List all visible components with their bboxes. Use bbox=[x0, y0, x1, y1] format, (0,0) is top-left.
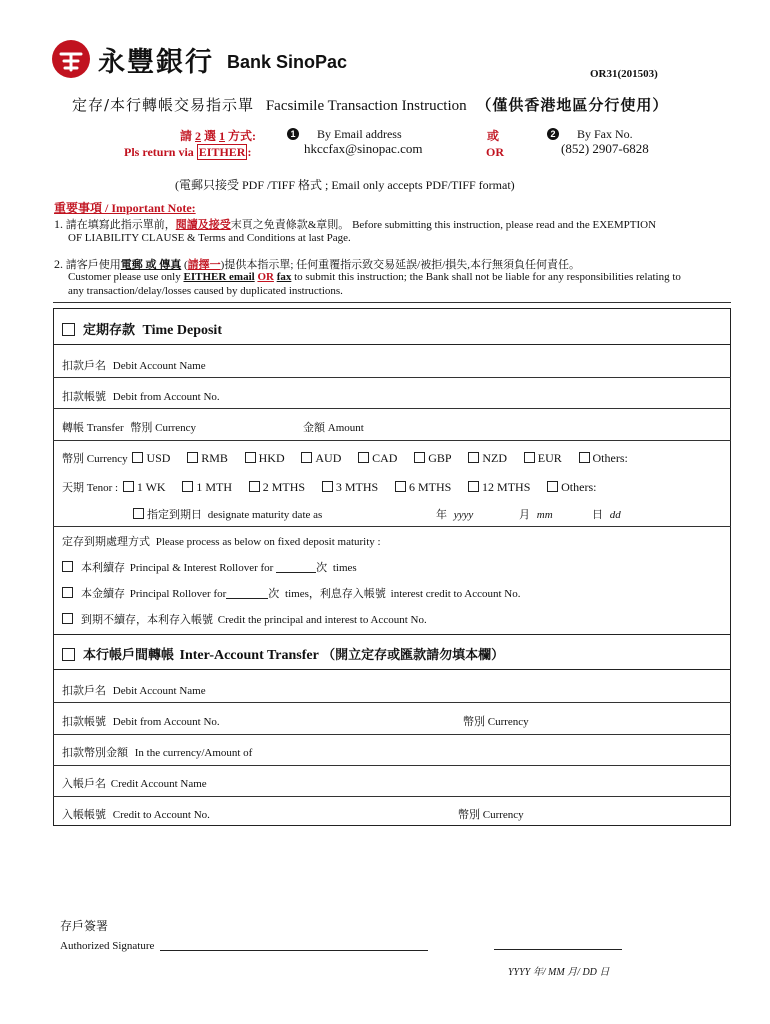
td-amount-label[interactable]: 金額 Amount bbox=[303, 421, 364, 434]
fax-number: (852) 2907-6828 bbox=[561, 141, 649, 156]
currency-option-cad[interactable]: CAD bbox=[358, 451, 397, 465]
checkbox[interactable] bbox=[547, 481, 558, 492]
time-deposit-checkbox[interactable] bbox=[62, 323, 75, 336]
important-heading: 重要事項 / Important Note: bbox=[54, 201, 196, 215]
ia-debit-account-row[interactable]: 扣款帳號 Debit from Account No. bbox=[62, 715, 220, 728]
checkbox[interactable] bbox=[245, 452, 256, 463]
logo-chinese-name: 永豐銀行 bbox=[98, 47, 214, 78]
maturity-date-checkbox[interactable] bbox=[133, 508, 144, 519]
tenor-option-12mths[interactable]: 12 MTHS bbox=[468, 480, 530, 494]
format-note: (電郵只接受 PDF /TIFF 格式 ; Email only accepts PDF/TIFF format) bbox=[175, 178, 515, 192]
td-debit-name-row[interactable]: 扣款戶名 Debit Account Name bbox=[62, 359, 206, 372]
rollover-principal-checkbox[interactable] bbox=[62, 587, 73, 598]
td-debit-account-row[interactable]: 扣款帳號 Debit from Account No. bbox=[62, 390, 220, 403]
title-english: Facsimile Transaction Instruction bbox=[265, 98, 467, 114]
checkbox[interactable] bbox=[468, 481, 479, 492]
currency-option-aud[interactable]: AUD bbox=[301, 451, 341, 465]
tenor-option-others[interactable]: Others: bbox=[547, 480, 596, 494]
currency-option-hkd[interactable]: HKD bbox=[245, 451, 285, 465]
checkbox[interactable] bbox=[579, 452, 590, 463]
checkbox[interactable] bbox=[322, 481, 333, 492]
td-currency-row: 幣別 Currency USD RMB HKD AUD CAD GBP NZD EUR Others: bbox=[62, 451, 628, 465]
email-address[interactable]: hkccfax@sinopac.com bbox=[304, 141, 423, 156]
note-1: 1. 請在填寫此指示單前，閱讀及接受末頁之免責條款&章則。 Before submitting this instruction, please read and the EXEMPTION bbox=[54, 217, 657, 231]
signature-date-line[interactable] bbox=[494, 940, 622, 950]
option-2-bullet-icon: 2 bbox=[547, 128, 559, 140]
checkbox[interactable] bbox=[395, 481, 406, 492]
signature-row: Authorized Signature bbox=[60, 940, 428, 952]
signature-date-format: YYYY 年/ MM 月/ DD 日 bbox=[508, 967, 610, 978]
time-deposit-heading: 定期存款 Time Deposit bbox=[62, 319, 222, 339]
no-rollover-checkbox[interactable] bbox=[62, 613, 73, 624]
td-maturity-date-row: 指定到期日 designate maturity date as bbox=[133, 506, 322, 522]
inter-account-heading: 本行帳戶間轉帳 Inter-Account Transfer （開立定存或匯款請勿填本欄） bbox=[62, 644, 504, 664]
maturity-month-field[interactable]: 月 mm bbox=[519, 508, 553, 521]
checkbox[interactable] bbox=[182, 481, 193, 492]
ia-credit-currency[interactable]: 幣別 Currency bbox=[458, 808, 524, 821]
maturity-day-field[interactable]: 日 dd bbox=[592, 508, 621, 521]
signature-label-cn: 存戶簽署 bbox=[60, 919, 109, 933]
tenor-option-1wk[interactable]: 1 WK bbox=[123, 480, 166, 494]
signature-line[interactable] bbox=[160, 950, 428, 951]
currency-option-gbp[interactable]: GBP bbox=[414, 451, 451, 465]
title-chinese: 定存/本行轉帳交易指示單 bbox=[72, 96, 255, 114]
option-no-rollover: 到期不續存，本利存入帳號 Credit the principal and interest to Account No. bbox=[62, 611, 427, 627]
checkbox[interactable] bbox=[301, 452, 312, 463]
either-highlight: EITHER bbox=[198, 145, 246, 159]
option-rollover-principal-interest: 本利續存 Principal & Interest Rollover for 次 times bbox=[62, 559, 357, 575]
note-2-en: Customer please use only EITHER email OR fax to submit this instruction; the Bank shall not be liable for any responsibilities relating to bbox=[68, 271, 681, 283]
return-instruction-cn: 請 2 選 1 方式: bbox=[180, 129, 257, 143]
checkbox[interactable] bbox=[249, 481, 260, 492]
note-2: 2. 請客戶使用電郵 或 傳真 (請擇一)提供本指示單; 任何重覆指示致交易延誤/被拒/損失,本行無須負任何責任。 bbox=[54, 257, 581, 271]
title-region-note: （僅供香港地區分行使用） bbox=[476, 96, 669, 114]
option-rollover-principal: 本金續存 Principal Rollover for 次 times，利息存入帳號 interest credit to Account No. bbox=[62, 585, 520, 601]
option-1-bullet-icon: 1 bbox=[287, 128, 299, 140]
checkbox[interactable] bbox=[468, 452, 479, 463]
email-option: 1 By Email address bbox=[287, 127, 402, 142]
currency-option-usd[interactable]: USD bbox=[132, 451, 170, 465]
maturity-year-field[interactable]: 年 yyyy bbox=[436, 508, 474, 521]
checkbox[interactable] bbox=[132, 452, 143, 463]
td-transfer-row[interactable]: 轉帳 Transfer 幣別 Currency bbox=[62, 421, 197, 434]
note-1-continued: OF LIABILITY CLAUSE & Terms and Conditions at last Page. bbox=[68, 232, 351, 244]
ia-debit-currency[interactable]: 幣別 Currency bbox=[463, 715, 529, 728]
inter-account-checkbox[interactable] bbox=[62, 648, 75, 661]
checkbox[interactable] bbox=[358, 452, 369, 463]
form-title bbox=[72, 94, 668, 115]
currency-option-rmb[interactable]: RMB bbox=[187, 451, 228, 465]
currency-option-nzd[interactable]: NZD bbox=[468, 451, 507, 465]
rollover-pi-times-field[interactable] bbox=[276, 572, 316, 573]
ia-credit-account-row[interactable]: 入帳帳號 Credit to Account No. bbox=[62, 808, 210, 821]
td-maturity-instruction: 定存到期處理方式 Please process as below on fixed deposit maturity : bbox=[62, 535, 381, 548]
rollover-principal-times-field[interactable] bbox=[226, 598, 268, 599]
or-en: OR bbox=[486, 145, 504, 159]
ia-credit-name-row[interactable]: 入帳戶名 Credit Account Name bbox=[62, 777, 207, 790]
ia-debit-name-row[interactable]: 扣款戶名 Debit Account Name bbox=[62, 684, 206, 697]
fax-option: 2 By Fax No. bbox=[547, 127, 633, 142]
note-2-en-continued: any transaction/delay/losses caused by duplicated instructions. bbox=[68, 285, 343, 297]
checkbox[interactable] bbox=[414, 452, 425, 463]
ia-debit-amount-row[interactable]: 扣款幣別金額 In the currency/Amount of bbox=[62, 746, 253, 759]
or-cn: 或 bbox=[487, 129, 500, 143]
checkbox[interactable] bbox=[123, 481, 134, 492]
logo-english-name: Bank SinoPac bbox=[227, 52, 348, 72]
bank-logo-icon bbox=[52, 40, 90, 78]
checkbox[interactable] bbox=[187, 452, 198, 463]
tenor-option-1mth[interactable]: 1 MTH bbox=[182, 480, 232, 494]
return-instruction-en: Pls return via EITHER : bbox=[124, 145, 252, 159]
currency-option-others[interactable]: Others: bbox=[579, 451, 628, 465]
tenor-option-6mths[interactable]: 6 MTHS bbox=[395, 480, 451, 494]
tenor-option-3mths[interactable]: 3 MTHS bbox=[322, 480, 378, 494]
separator bbox=[53, 302, 731, 303]
form-code: OR31(201503) bbox=[590, 68, 658, 80]
tenor-option-2mths[interactable]: 2 MTHS bbox=[249, 480, 305, 494]
checkbox[interactable] bbox=[524, 452, 535, 463]
rollover-pi-checkbox[interactable] bbox=[62, 561, 73, 572]
td-tenor-row: 天期 Tenor : 1 WK 1 MTH 2 MTHS 3 MTHS 6 MTHS 12 MTHS Others: bbox=[62, 480, 597, 494]
currency-option-eur[interactable]: EUR bbox=[524, 451, 562, 465]
